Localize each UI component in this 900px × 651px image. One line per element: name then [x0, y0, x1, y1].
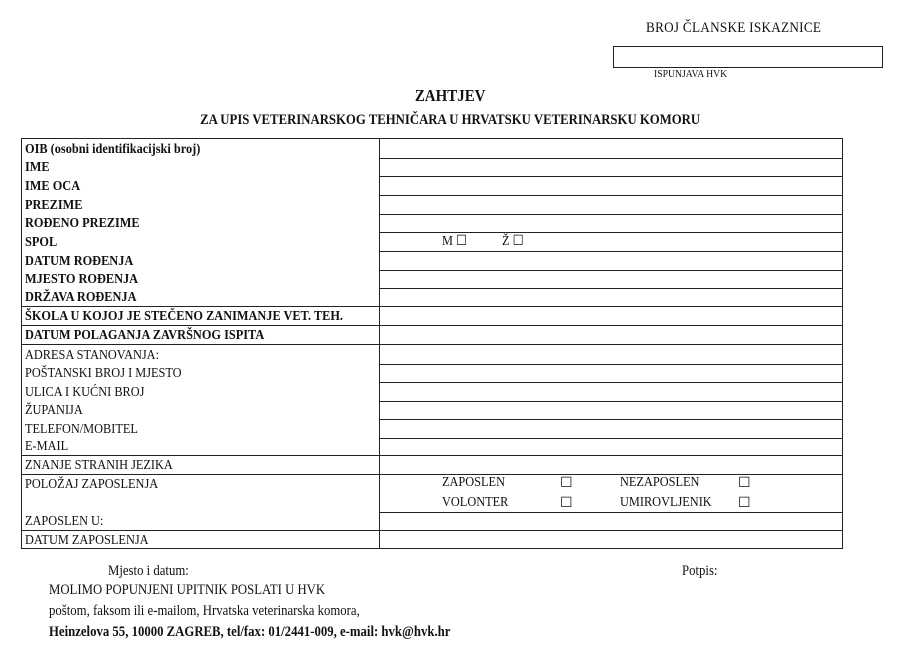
row-label: ZNANJE STRANIH JEZIKA	[25, 458, 173, 473]
form-row-final-exam-date	[22, 326, 842, 345]
form-row-county	[22, 401, 842, 419]
male-checkbox[interactable]: ☐	[456, 234, 468, 249]
form-row-birth-place	[22, 270, 842, 288]
retired-checkbox[interactable]: ☐	[738, 496, 751, 511]
form-row-employer	[22, 512, 842, 530]
contact-address: Heinzelova 55, 10000 ZAGREB, tel/fax: 01/2441-009, e-mail: hvk@hvk.hr	[49, 624, 451, 640]
application-form-table	[21, 138, 843, 549]
employment-option-retired[interactable]	[620, 495, 724, 511]
card-filled-by-note: ISPUNJAVA HVK	[654, 68, 728, 80]
form-row-phone	[22, 419, 842, 438]
retired-label: UMIROVLJENIK	[620, 495, 712, 510]
form-row-email	[22, 438, 842, 456]
employed-label: ZAPOSLEN	[442, 475, 505, 490]
form-row-birth-country	[22, 288, 842, 307]
form-row-name	[22, 158, 842, 176]
place-and-date-label: Mjesto i datum:	[108, 563, 189, 579]
row-label: POLOŽAJ ZAPOSLENJA	[25, 477, 159, 492]
submission-methods: poštom, faksom ili e-mailom, Hrvatska veterinarska komora,	[49, 603, 360, 619]
form-row-school	[22, 307, 842, 326]
row-label: DATUM POLAGANJA ZAVRŠNOG ISPITA	[25, 328, 265, 343]
signature-label: Potpis:	[682, 563, 718, 579]
row-label: SPOL	[25, 235, 58, 250]
unemployed-label: NEZAPOSLEN	[620, 475, 700, 490]
form-row-postal	[22, 364, 842, 382]
form-row-employment-date	[22, 530, 842, 549]
volunteer-checkbox[interactable]: ☐	[560, 496, 573, 511]
gender-option-female[interactable]	[502, 233, 527, 250]
membership-card-number-field[interactable]	[613, 46, 883, 68]
row-label: IME OCA	[25, 179, 81, 194]
row-label: MJESTO ROĐENJA	[25, 272, 139, 287]
employed-checkbox[interactable]: ☐	[560, 476, 573, 491]
row-label: ŽUPANIJA	[25, 403, 83, 418]
row-label: ZAPOSLEN U:	[25, 514, 104, 529]
volunteer-label: VOLONTER	[442, 495, 509, 510]
employment-option-unemployed[interactable]	[620, 475, 710, 491]
row-label: TELEFON/MOBITEL	[25, 422, 138, 437]
employment-option-volunteer[interactable]	[442, 495, 517, 511]
form-row-birth-date	[22, 251, 842, 270]
row-label: E-MAIL	[25, 439, 69, 454]
form-title: ZAHTJEV	[414, 86, 486, 105]
row-label: DATUM ZAPOSLENJA	[25, 533, 149, 548]
row-label: ULICA I KUĆNI BROJ	[25, 385, 145, 400]
form-row-languages	[22, 456, 842, 475]
gender-female-label: Ž	[502, 234, 510, 249]
membership-card-label: BROJ ČLANSKE ISKAZNICE	[646, 20, 822, 36]
gender-male-label: M	[442, 234, 453, 249]
form-row-gender	[22, 232, 842, 251]
row-label: DRŽAVA ROĐENJA	[25, 290, 137, 305]
form-row-street	[22, 382, 842, 401]
form-row-father-name	[22, 176, 842, 195]
form-row-birth-surname	[22, 214, 842, 232]
form-row-surname	[22, 195, 842, 214]
row-label: DATUM ROĐENJA	[25, 254, 134, 269]
form-row-address	[22, 345, 842, 364]
employment-option-employed[interactable]	[442, 475, 514, 491]
row-label: ADRESA STANOVANJA:	[25, 348, 159, 363]
row-label: PREZIME	[25, 198, 83, 213]
female-checkbox[interactable]: ☐	[512, 234, 524, 249]
form-row-oib	[22, 139, 842, 158]
gender-option-male[interactable]	[442, 233, 471, 250]
row-label: IME	[25, 160, 50, 175]
form-subtitle: ZA UPIS VETERINARSKOG TEHNIČARA U HRVATSKU VETERINARSKU KOMORU	[199, 112, 701, 128]
row-label: POŠTANSKI BROJ I MJESTO	[25, 366, 182, 381]
row-label: ŠKOLA U KOJOJ JE STEČENO ZANIMANJE VET. TEH.	[25, 309, 343, 324]
unemployed-checkbox[interactable]: ☐	[738, 476, 751, 491]
row-label: OIB (osobni identifikacijski broj)	[25, 142, 201, 157]
submission-instructions: MOLIMO POPUNJENI UPITNIK POSLATI U HVK	[49, 582, 326, 598]
row-label: ROĐENO PREZIME	[25, 216, 140, 231]
